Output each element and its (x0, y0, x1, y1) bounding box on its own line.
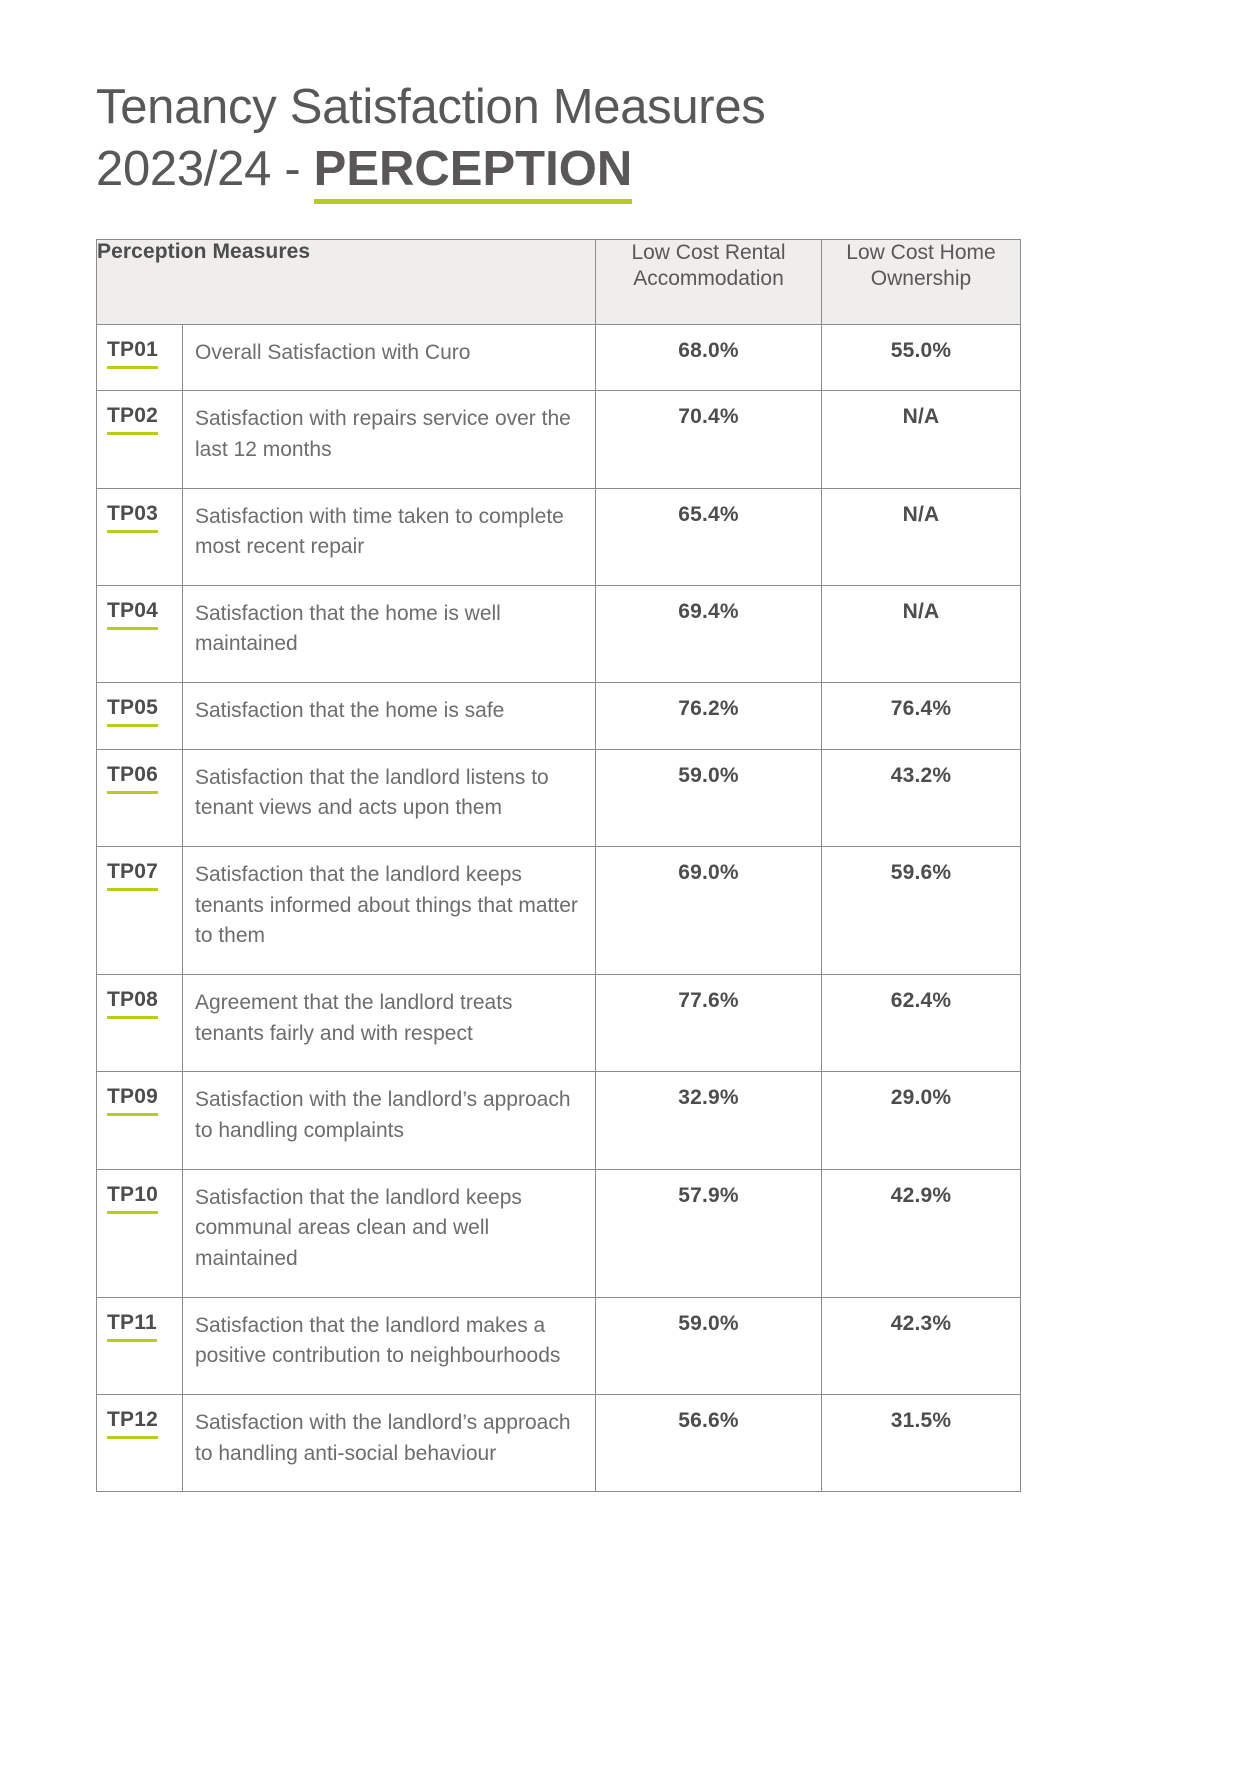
measure-description: Satisfaction that the landlord makes a positive contribution to neighbourhoods (183, 1297, 596, 1394)
measure-code-cell (97, 585, 183, 682)
value-low-cost-home: N/A (822, 585, 1021, 682)
value-low-cost-rental: 76.2% (596, 683, 822, 750)
value-low-cost-home: 76.4% (822, 683, 1021, 750)
measure-description: Satisfaction with the landlord’s approach to handling anti-social behaviour (183, 1394, 596, 1491)
value-low-cost-home: 29.0% (822, 1072, 1021, 1169)
measure-description: Agreement that the landlord treats tenants fairly and with respect (183, 975, 596, 1072)
table-row (97, 488, 1021, 585)
measure-description: Satisfaction with the landlord’s approach to handling complaints (183, 1072, 596, 1169)
measure-code: TP06 (107, 764, 158, 794)
table-row (97, 975, 1021, 1072)
value-low-cost-home: 59.6% (822, 847, 1021, 975)
measure-code-cell (97, 749, 183, 846)
table-row (97, 1169, 1021, 1297)
value-low-cost-home: N/A (822, 391, 1021, 488)
measure-code: TP11 (107, 1312, 157, 1342)
measure-description: Satisfaction with repairs service over the last 12 months (183, 391, 596, 488)
measure-code: TP08 (107, 989, 158, 1019)
measure-code-cell (97, 1169, 183, 1297)
value-low-cost-rental: 32.9% (596, 1072, 822, 1169)
measure-code-cell (97, 1394, 183, 1491)
value-low-cost-rental: 59.0% (596, 749, 822, 846)
value-low-cost-home: 42.9% (822, 1169, 1021, 1297)
perception-measures-table (96, 239, 1021, 1493)
value-low-cost-home: 43.2% (822, 749, 1021, 846)
page-title (96, 78, 1026, 200)
value-low-cost-home: 62.4% (822, 975, 1021, 1072)
title-year-range: 2023/24 - (96, 141, 314, 196)
measure-code: TP05 (107, 697, 158, 727)
measure-code-cell (97, 391, 183, 488)
measure-code-cell (97, 975, 183, 1072)
measure-code-cell (97, 324, 183, 391)
measure-code: TP10 (107, 1184, 158, 1214)
value-low-cost-rental: 57.9% (596, 1169, 822, 1297)
measure-code: TP02 (107, 405, 158, 435)
table-row (97, 683, 1021, 750)
measure-code-cell (97, 1297, 183, 1394)
measure-code: TP07 (107, 861, 158, 891)
value-low-cost-rental: 56.6% (596, 1394, 822, 1491)
measure-description: Satisfaction with time taken to complete most recent repair (183, 488, 596, 585)
value-low-cost-home: 55.0% (822, 324, 1021, 391)
column-header-measures: Perception Measures (97, 239, 596, 324)
table-body (97, 324, 1021, 1492)
measure-code: TP04 (107, 600, 158, 630)
value-low-cost-rental: 69.4% (596, 585, 822, 682)
value-low-cost-home: N/A (822, 488, 1021, 585)
table-row (97, 1072, 1021, 1169)
value-low-cost-rental: 68.0% (596, 324, 822, 391)
table-header-row (97, 239, 1021, 324)
value-low-cost-rental: 59.0% (596, 1297, 822, 1394)
measure-code-cell (97, 488, 183, 585)
title-emphasis-perception: PERCEPTION (314, 142, 633, 204)
table-header (97, 239, 1021, 324)
measure-code: TP01 (107, 339, 158, 369)
table-row (97, 749, 1021, 846)
measure-description: Satisfaction that the landlord keeps communal areas clean and well maintained (183, 1169, 596, 1297)
value-low-cost-home: 31.5% (822, 1394, 1021, 1491)
measure-code-cell (97, 683, 183, 750)
table-row (97, 1394, 1021, 1491)
measure-description: Satisfaction that the landlord keeps tenants informed about things that matter to them (183, 847, 596, 975)
measure-description: Satisfaction that the landlord listens to tenant views and acts upon them (183, 749, 596, 846)
value-low-cost-rental: 69.0% (596, 847, 822, 975)
table-row (97, 324, 1021, 391)
measure-code: TP12 (107, 1409, 158, 1439)
title-line-secondary (96, 140, 1026, 200)
value-low-cost-rental: 65.4% (596, 488, 822, 585)
measure-code: TP03 (107, 503, 158, 533)
measure-description: Overall Satisfaction with Curo (183, 324, 596, 391)
measure-description: Satisfaction that the home is well maintained (183, 585, 596, 682)
value-low-cost-rental: 77.6% (596, 975, 822, 1072)
table-row (97, 391, 1021, 488)
column-header-low-cost-home: Low Cost Home Ownership (822, 239, 1021, 324)
title-line-primary: Tenancy Satisfaction Measures (96, 80, 766, 134)
table-row (97, 847, 1021, 975)
measure-code: TP09 (107, 1086, 158, 1116)
table-row (97, 585, 1021, 682)
column-header-low-cost-rental: Low Cost Rental Accommodation (596, 239, 822, 324)
table-row (97, 1297, 1021, 1394)
value-low-cost-home: 42.3% (822, 1297, 1021, 1394)
measure-description: Satisfaction that the home is safe (183, 683, 596, 750)
value-low-cost-rental: 70.4% (596, 391, 822, 488)
measure-code-cell (97, 847, 183, 975)
measure-code-cell (97, 1072, 183, 1169)
